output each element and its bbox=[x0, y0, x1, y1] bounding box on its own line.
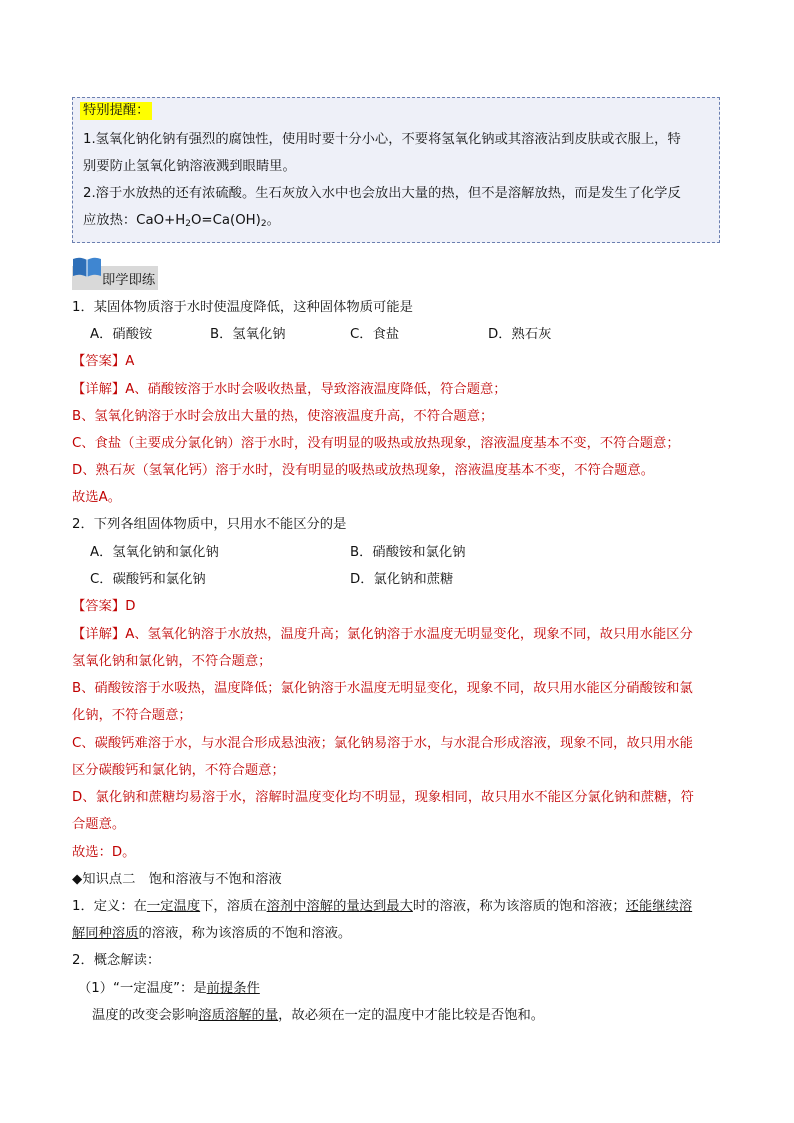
q2-detail-5: C、碳酸钙难溶于水，与水混合形成悬浊液；氯化钠易溶于水，与水混合形成溶液，现象不同，故只用水能 bbox=[72, 736, 693, 751]
kp2-concept-1: （1）“一定温度”：是前提条件 bbox=[78, 981, 260, 996]
tip-line-2: 别要防止氢氧化钠溶液溅到眼睛里。 bbox=[83, 159, 296, 174]
q2-detail-8: 合题意。 bbox=[72, 817, 126, 832]
q1-detail-5: 故选A。 bbox=[72, 490, 121, 505]
kp2-definition-1: 1．定义：在一定温度下，溶质在溶剂中溶解的量达到最大时的溶液，称为该溶质的饱和溶液；还能继续溶 bbox=[72, 899, 693, 914]
q1-option-a: A．硝酸铵 bbox=[90, 327, 153, 342]
section-label: 即学即练 bbox=[102, 273, 156, 288]
q1-detail-2: B、氢氧化钠溶于水时会放出大量的热，使溶液温度升高，不符合题意； bbox=[72, 409, 494, 424]
q1-option-b: B．氢氧化钠 bbox=[210, 327, 286, 342]
q1-option-d: D．熟石灰 bbox=[488, 327, 552, 342]
tip-line-3: 2.溶于水放热的还有浓硫酸。生石灰放入水中也会放出大量的热，但不是溶解放热，而是发生了化学反 bbox=[83, 186, 681, 201]
kp2-concept-1-detail: 温度的改变会影响溶质溶解的量，故必须在一定的温度中才能比较是否饱和。 bbox=[92, 1008, 545, 1023]
q2-detail-1: 【详解】A、氢氧化钠溶于水放热，温度升高；氯化钠溶于水温度无明显变化，现象不同，故只用水能区分 bbox=[72, 627, 693, 642]
q2-detail-3: B、硝酸铵溶于水吸热，温度降低；氯化钠溶于水温度无明显变化，现象不同，故只用水能区分硝酸铵和氯 bbox=[72, 681, 693, 696]
q1-detail-4: D、熟石灰（氢氧化钙）溶于水时，没有明显的吸热或放热现象，溶液温度基本不变，不符合题意。 bbox=[72, 463, 655, 478]
book-icon bbox=[72, 256, 102, 278]
q2-detail-2: 氢氧化钠和氯化钠，不符合题意； bbox=[72, 654, 272, 669]
q2-answer: 【答案】D bbox=[72, 599, 136, 614]
kp2-heading: ◆知识点二 饱和溶液与不饱和溶液 bbox=[72, 872, 282, 887]
q2-detail-6: 区分碳酸钙和氯化钠，不符合题意； bbox=[72, 763, 285, 778]
q1-stem: 1．某固体物质溶于水时使温度降低，这种固体物质可能是 bbox=[72, 300, 413, 315]
q2-detail-7: D、氯化钠和蔗糖均易溶于水，溶解时温度变化均不明显，现象相同，故只用水不能区分氯化钠和蔗糖，符 bbox=[72, 790, 694, 805]
q1-detail-1: 【详解】A、硝酸铵溶于水时会吸收热量，导致溶液温度降低，符合题意； bbox=[72, 382, 507, 397]
kp2-definition-2: 解同种溶质的溶液，称为该溶质的不饱和溶液。 bbox=[72, 926, 352, 941]
q2-option-b: B．硝酸铵和氯化钠 bbox=[350, 545, 466, 560]
q2-stem: 2．下列各组固体物质中，只用水不能区分的是 bbox=[72, 517, 347, 532]
tip-line-1: 1.氢氧化钠化钠有强烈的腐蚀性，使用时要十分小心，不要将氢氧化钠或其溶液沾到皮肤或衣服上，特 bbox=[83, 132, 681, 147]
q2-detail-4: 化钠，不符合题意； bbox=[72, 708, 192, 723]
kp2-concept: 2．概念解读： bbox=[72, 953, 161, 968]
q1-option-c: C．食盐 bbox=[350, 327, 400, 342]
q2-detail-9: 故选：D。 bbox=[72, 845, 136, 860]
q1-answer: 【答案】A bbox=[72, 354, 135, 369]
q2-option-c: C．碳酸钙和氯化钠 bbox=[90, 572, 206, 587]
tip-line-4: 应放热：$CaO+H_2O=Ca(OH)_2$。 bbox=[83, 213, 280, 229]
q2-option-a: A．氢氧化钠和氯化钠 bbox=[90, 545, 219, 560]
q2-option-d: D．氯化钠和蔗糖 bbox=[350, 572, 454, 587]
q1-detail-3: C、食盐（主要成分氯化钠）溶于水时，没有明显的吸热或放热现象，溶液温度基本不变，不符合题意； bbox=[72, 436, 680, 451]
tip-title: 特别提醒： bbox=[80, 102, 152, 120]
